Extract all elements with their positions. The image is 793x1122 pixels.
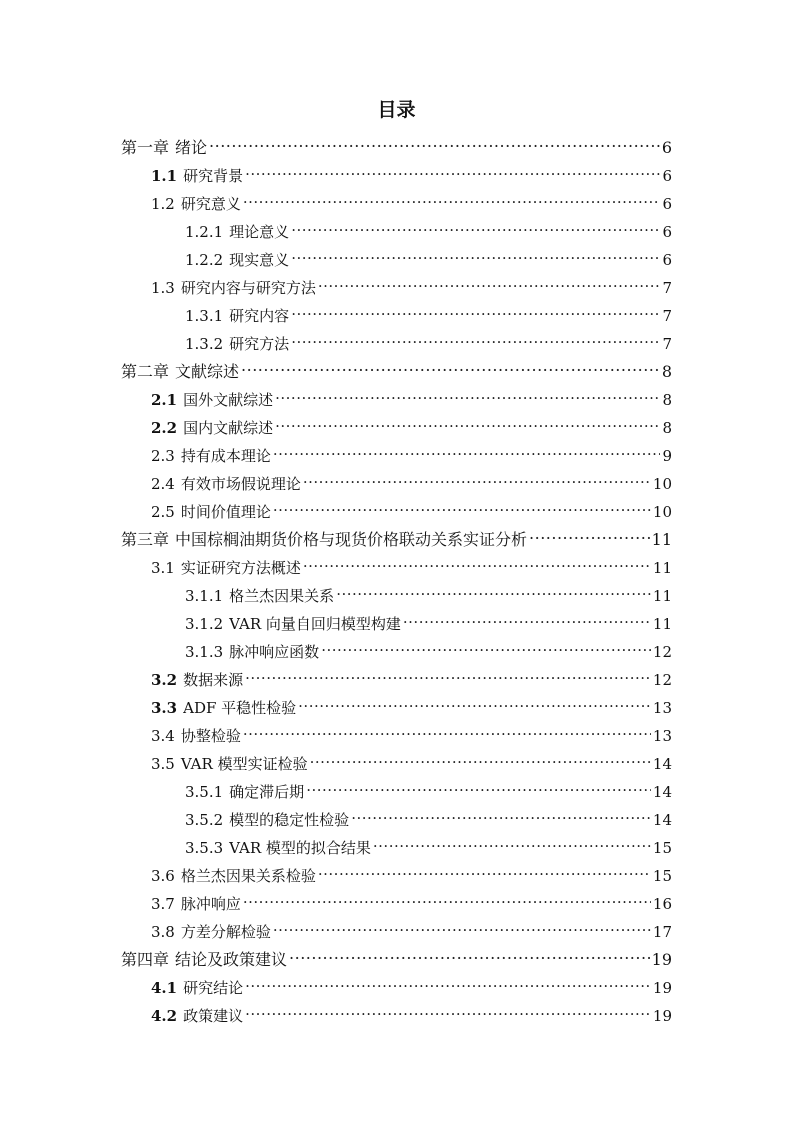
toc-entry-number: 3.5.2 [185,811,224,829]
toc-dot-leader [291,209,660,237]
toc-dot-leader [289,937,650,965]
toc-entry-label: 国内文献综述 [183,419,274,437]
toc-entry-page-number: 8 [662,391,672,409]
toc-entry-page-number: 19 [651,950,672,969]
toc-entry-label: 格兰杰因果关系 [229,587,335,605]
toc-entry-label: 数据来源 [183,671,244,689]
toc-dot-leader [243,881,651,909]
toc-entry-page-number: 15 [652,839,672,857]
toc-entry-number: 1.2 [151,195,175,213]
toc-entry-label: 确定滞后期 [229,783,305,801]
toc-entry-page-number: 10 [652,475,672,493]
toc-entry-number: 3.1 [151,559,175,577]
toc-entry-page-number: 6 [662,195,672,213]
toc-entry-page-number: 13 [652,727,672,745]
toc-dot-leader [310,741,651,769]
toc-dot-leader [275,377,660,405]
toc-entry-number: 3.5 [151,755,175,773]
toc-entry-page-number: 6 [662,251,672,269]
toc-dot-leader [291,237,660,265]
toc-entry-page-number: 14 [652,755,672,773]
toc-entry-page-number: 7 [662,279,672,297]
toc-entry-label: 现实意义 [229,251,290,269]
toc-entry-number: 3.3 [151,699,178,717]
toc-entry-page-number: 12 [652,671,672,689]
toc-entry-number: 1.1 [151,167,178,185]
toc-entry-label: 结论及政策建议 [175,950,288,969]
toc-entry-label: 脉冲响应函数 [229,643,320,661]
toc-entry-number: 1.2.1 [185,223,224,241]
toc-entry-label: 有效市场假说理论 [180,475,301,493]
toc-entry-page-number: 12 [652,643,672,661]
toc-dot-leader [321,629,651,657]
toc-entry-label: 持有成本理论 [180,447,271,465]
toc-dot-leader [245,965,651,993]
toc-entry-page-number: 11 [651,530,672,549]
toc-entry-label: 研究方法 [229,335,290,353]
toc-entry-page-number: 15 [652,867,672,885]
toc-entry-number: 2.4 [151,475,175,493]
toc-dot-leader [245,153,660,181]
toc-dot-leader [303,461,651,489]
toc-entry-number: 1.3 [151,279,175,297]
toc-entry-number: 第四章 [121,950,170,969]
toc-entry-number: 1.3.2 [185,335,224,353]
toc-entry-page-number: 19 [652,1007,672,1025]
toc-dot-leader [291,293,660,321]
toc-entry-page-number: 10 [652,503,672,521]
toc-entry-page-number: 11 [652,587,672,605]
toc-entry-label: 研究结论 [183,979,244,997]
toc-entry-label: VAR 向量自回归模型构建 [229,615,401,633]
toc-dot-leader [209,125,660,153]
toc-entry-page-number: 7 [662,307,672,325]
toc-entry-number: 3.1.2 [185,615,224,633]
toc-entry-label: 研究意义 [180,195,241,213]
toc-entry-number: 3.6 [151,867,175,885]
toc-entry-label: 方差分解检验 [180,923,271,941]
toc-entry-number: 2.5 [151,503,175,521]
toc-dot-leader [318,265,660,293]
toc-entry-label: 研究背景 [183,167,244,185]
toc-entry-page-number: 11 [652,615,672,633]
toc-entry-number: 3.5.3 [185,839,224,857]
toc-entry-label: 实证研究方法概述 [180,559,301,577]
toc-entry-page-number: 9 [662,447,672,465]
toc-entry-number: 第一章 [121,138,170,157]
toc-entry-label: 时间价值理论 [180,503,271,521]
toc-entry-number: 第二章 [121,362,170,381]
toc-entry-label: 文献综述 [175,362,240,381]
toc-entry-label: ADF 平稳性检验 [183,699,297,717]
toc-entry-page-number: 8 [662,419,672,437]
toc-entry-number: 第三章 [121,530,170,549]
toc-entry-label: 理论意义 [229,223,290,241]
toc-entry-number: 1.3.1 [185,307,224,325]
toc-entry-page-number: 13 [652,699,672,717]
toc-dot-leader [273,909,651,937]
toc-entry-number: 3.1.1 [185,587,224,605]
toc-entry-label: 研究内容与研究方法 [180,279,316,297]
toc-entry-label: 脉冲响应 [180,895,241,913]
toc-entry-number: 3.8 [151,923,175,941]
toc-entry-number: 2.2 [151,419,178,437]
toc-dot-leader [275,405,660,433]
toc-entry-page-number: 7 [662,335,672,353]
toc-dot-leader [318,853,651,881]
toc-entry-label: 格兰杰因果关系检验 [180,867,316,885]
toc-entry-label: 协整检验 [180,727,241,745]
toc-entry-number: 3.5.1 [185,783,224,801]
toc-dot-leader [245,657,651,685]
toc-entry[interactable] [121,125,672,157]
toc-dot-leader [303,545,651,573]
toc-entry-label: VAR 模型实证检验 [180,755,308,773]
toc-entry-number: 2.1 [151,391,178,409]
toc-title: 目录 [377,99,416,121]
toc-entry-label: 政策建议 [183,1007,244,1025]
toc-entry-page-number: 19 [652,979,672,997]
toc-entry-number: 3.1.3 [185,643,224,661]
toc-entry-label: 绪论 [175,138,208,157]
toc-dot-leader [245,993,651,1021]
toc-entry-page-number: 14 [652,811,672,829]
toc-dot-leader [243,713,651,741]
toc-entry-label: VAR 模型的拟合结果 [229,839,371,857]
toc-dot-leader [291,321,660,349]
toc-entry-page-number: 6 [662,167,672,185]
toc-list [121,125,672,1025]
toc-entry-label: 国外文献综述 [183,391,274,409]
toc-dot-leader [243,181,660,209]
toc-dot-leader [306,769,651,797]
toc-dot-leader [351,797,651,825]
toc-entry-label: 模型的稳定性检验 [229,811,350,829]
toc-entry-number: 4.1 [151,979,178,997]
toc-entry-page-number: 8 [661,362,672,381]
toc-entry-page-number: 6 [662,223,672,241]
toc-entry-number: 3.4 [151,727,175,745]
toc-entry-page-number: 16 [652,895,672,913]
toc-dot-leader [298,685,651,713]
toc-dot-leader [529,517,650,545]
toc-entry-number: 3.2 [151,671,178,689]
toc-dot-leader [403,601,651,629]
toc-entry-label: 中国棕榈油期货价格与现货价格联动关系实证分析 [175,530,528,549]
toc-entry-page-number: 11 [652,559,672,577]
toc-entry-number: 2.3 [151,447,175,465]
toc-entry-number: 1.2.2 [185,251,224,269]
toc-dot-leader [373,825,651,853]
toc-entry-page-number: 14 [652,783,672,801]
toc-dot-leader [273,489,651,517]
toc-entry-number: 4.2 [151,1007,178,1025]
toc-dot-leader [336,573,651,601]
toc-entry-label: 研究内容 [229,307,290,325]
toc-dot-leader [241,349,660,377]
toc-entry-page-number: 17 [652,923,672,941]
toc-entry-page-number: 6 [661,138,672,157]
toc-entry-number: 3.7 [151,895,175,913]
toc-dot-leader [273,433,660,461]
